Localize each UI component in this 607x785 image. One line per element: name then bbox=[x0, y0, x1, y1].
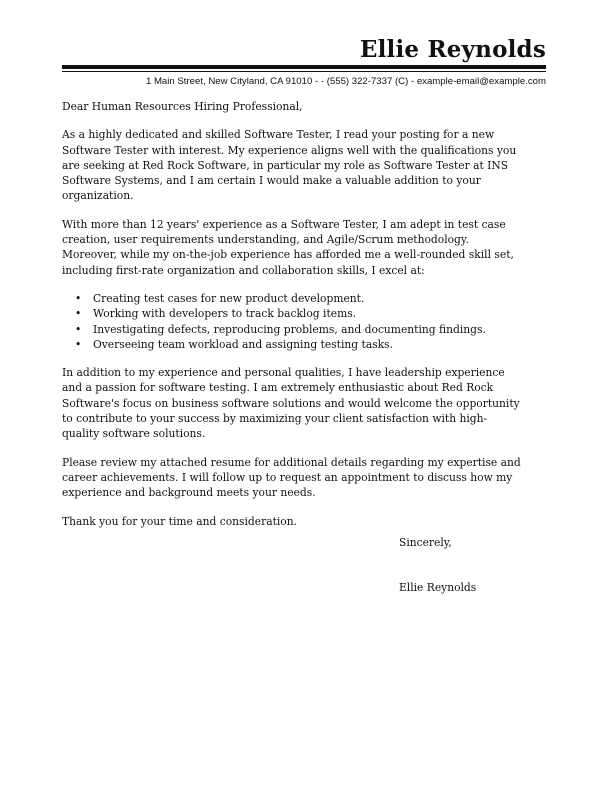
bullet-icon: • bbox=[75, 291, 82, 305]
paragraph-line: Moreover, while my on-the-job experience has afforded me a well-rounded skill set, bbox=[62, 248, 514, 262]
closing: Sincerely, bbox=[399, 536, 452, 549]
paragraph-followup bbox=[62, 455, 548, 501]
letter-body bbox=[62, 99, 548, 529]
paragraph-gap bbox=[62, 501, 548, 514]
contact-info: 1 Main Street, New Cityland, CA 91010 - - (555) 322-7337 (C) - example-email@example.com bbox=[145, 76, 546, 87]
skills-list bbox=[62, 291, 548, 352]
paragraph-line: to contribute to your success by maximizing your client satisfaction with high- bbox=[62, 412, 488, 426]
paragraph-line: As a highly dedicated and skilled Software Tester, I read your posting for a new bbox=[62, 128, 495, 142]
header-rule-thin bbox=[62, 71, 546, 72]
list-item-text: Overseeing team workload and assigning testing tasks. bbox=[93, 337, 394, 351]
paragraph-line: In addition to my experience and personal qualities, I have leadership experience bbox=[62, 366, 505, 380]
applicant-name: Ellie Reynolds bbox=[359, 36, 546, 63]
signature-name: Ellie Reynolds bbox=[399, 581, 477, 594]
paragraph-line: With more than 12 years' experience as a Software Tester, I am adept in test case bbox=[62, 217, 506, 231]
paragraph-line: quality software solutions. bbox=[62, 427, 206, 441]
paragraph-line: and a passion for software testing. I am extremely enthusiastic about Red Rock bbox=[62, 381, 494, 395]
list-item bbox=[62, 306, 548, 321]
paragraph-intro bbox=[62, 127, 548, 203]
list-item-text: Working with developers to track backlog items. bbox=[93, 307, 357, 321]
paragraph-gap bbox=[62, 204, 548, 217]
paragraph-line: Software Systems, and I am certain I would make a valuable addition to your bbox=[62, 174, 481, 188]
paragraph-line: Software's focus on business software solutions and would welcome the opportunity bbox=[62, 396, 520, 410]
list-item-text: Creating test cases for new product development. bbox=[93, 291, 365, 305]
paragraph-line: Please review my attached resume for additional details regarding my expertise and bbox=[62, 455, 521, 469]
paragraph-line: including first-rate organization and collaboration skills, I excel at: bbox=[62, 263, 425, 277]
bullet-icon: • bbox=[75, 307, 82, 321]
bullet-icon: • bbox=[75, 322, 82, 336]
paragraph-line: organization. bbox=[62, 189, 134, 203]
list-item-text: Investigating defects, reproducing problems, and documenting findings. bbox=[93, 322, 486, 336]
paragraph-line: Software Tester with interest. My experience aligns well with the qualifications you bbox=[62, 143, 517, 157]
salutation: Dear Human Resources Hiring Professional, bbox=[62, 100, 303, 113]
paragraph-gap bbox=[62, 114, 548, 127]
list-item bbox=[62, 337, 548, 352]
header-rule-thick bbox=[62, 65, 546, 69]
list-item bbox=[62, 291, 548, 306]
paragraph-experience bbox=[62, 217, 548, 278]
paragraph-line: career achievements. I will follow up to request an appointment to discuss how my bbox=[62, 470, 513, 484]
paragraph-line: creation, user requirements understanding, and Agile/Scrum methodology. bbox=[62, 233, 469, 247]
bullet-icon: • bbox=[75, 337, 82, 351]
paragraph-line: experience and background meets your needs. bbox=[62, 486, 316, 500]
paragraph-gap bbox=[62, 442, 548, 455]
list-item bbox=[62, 322, 548, 337]
thanks-line: Thank you for your time and consideration. bbox=[62, 514, 297, 528]
paragraph-line: are seeking at Red Rock Software, in particular my role as Software Tester at INS bbox=[62, 158, 509, 172]
paragraph-gap bbox=[62, 278, 548, 291]
paragraph-gap bbox=[62, 352, 548, 365]
paragraph-leadership bbox=[62, 365, 548, 441]
